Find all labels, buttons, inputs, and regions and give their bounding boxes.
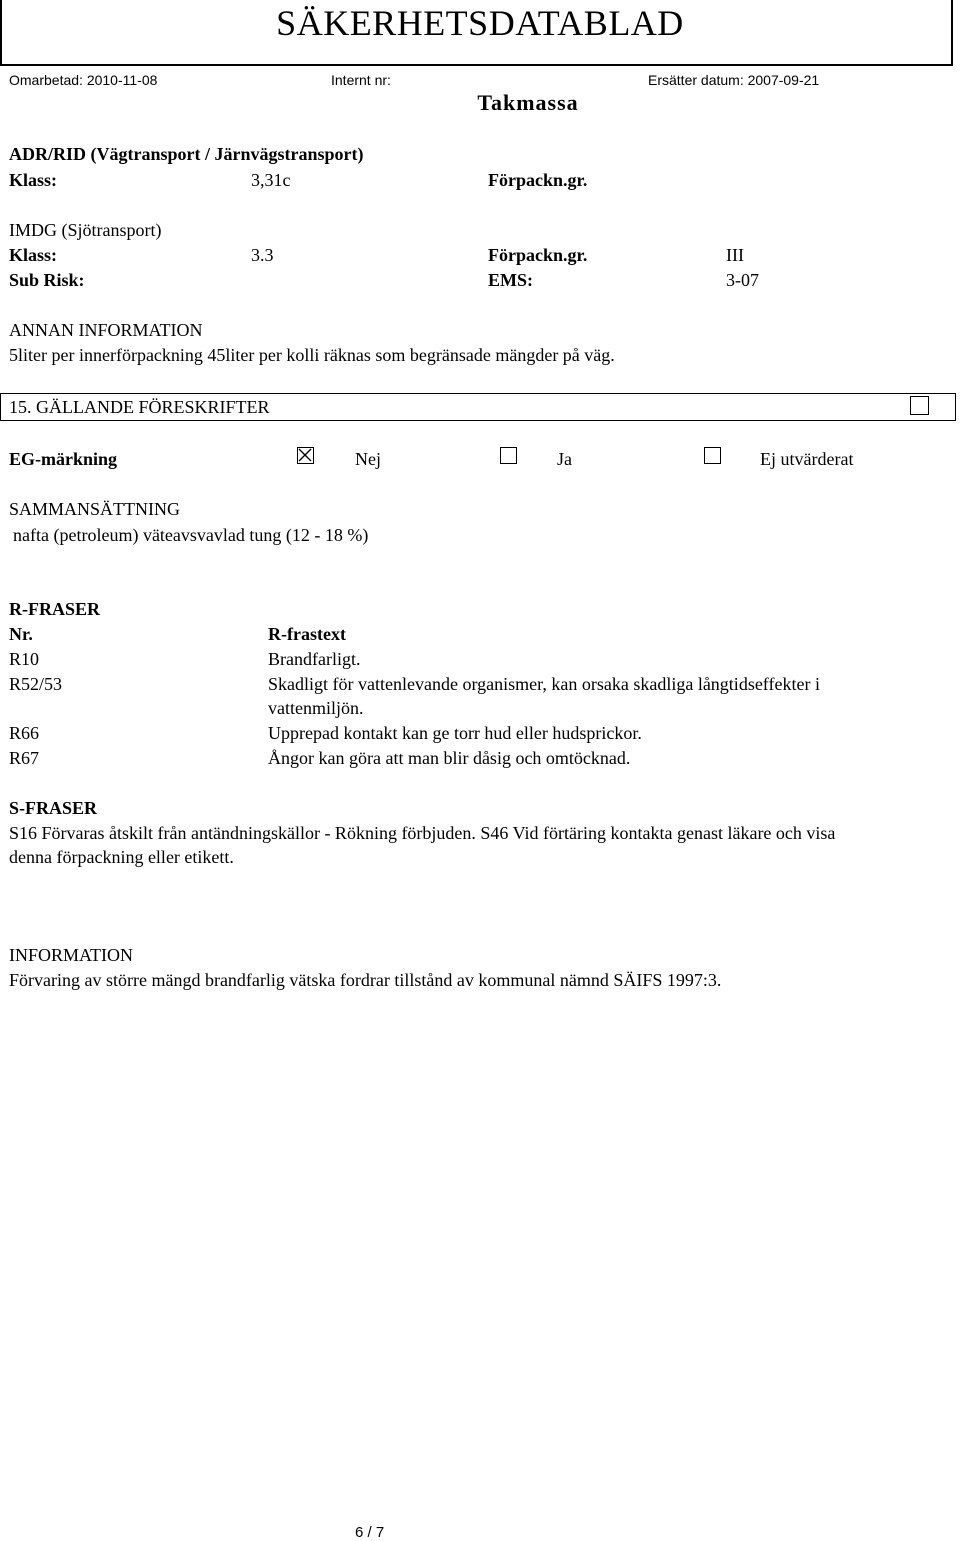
r-row-text: Skadligt för vattenlevande organismer, kan orsaka skadliga långtidseffekter i [268,674,820,694]
adr-class-value: 3,31c [251,170,291,190]
r-row-text: Ångor kan göra att man blir dåsig och omtöcknad. [268,748,631,768]
other-info-heading: ANNAN INFORMATION [9,320,203,340]
adr-heading: ADR/RID (Vägtransport / Järnvägstransport) [9,144,364,164]
product-name: Takmassa [477,90,579,115]
internal-number: Internt nr: [331,72,391,88]
r-row-no: R67 [9,748,40,768]
other-info-text: 5liter per innerförpackning 45liter per kolli räknas som begränsade mängder på väg. [9,345,615,365]
s-phrases-line-1: S16 Förvaras åtskilt från antändningskällor - Rökning förbjuden. S46 Vid förtäring kontakta genast läkare och visa [9,823,836,843]
page-number: 6 / 7 [355,1524,385,1541]
check-x-icon [298,448,312,462]
s-phrases-line-2: denna förpackning eller etikett. [9,847,234,867]
r-row-text: Upprepad kontakt kan ge torr hud eller hudsprickor. [268,723,642,743]
composition-text: nafta (petroleum) väteavsvavlad tung (12 - 18 %) [13,525,369,545]
eg-option-ej-checkbox[interactable] [704,447,721,464]
eg-marking-label: EG-märkning [9,449,118,469]
imdg-pack-value: III [726,245,744,265]
r-row-no: R10 [9,649,40,669]
composition-heading: SAMMANSÄTTNING [9,499,181,519]
eg-option-nej-label: Nej [355,449,381,469]
ems-label: EMS: [488,270,533,290]
ems-value: 3-07 [726,270,759,290]
imdg-class-label: Klass: [9,245,58,265]
replaces-date: Ersätter datum: 2007-09-21 [648,72,820,88]
subrisk-label: Sub Risk: [9,270,85,290]
eg-option-ej-label: Ej utvärderat [760,449,854,469]
r-phrases-heading: R-FRASER [9,599,101,619]
r-col-no: Nr. [9,624,33,644]
revised-date: Omarbetad: 2010-11-08 [9,72,158,88]
document-title: SÄKERHETSDATABLAD [276,3,684,43]
r-row-no: R66 [9,723,40,743]
eg-option-nej-checkbox[interactable] [297,447,314,464]
r-row-no: R52/53 [9,674,63,694]
imdg-heading: IMDG (Sjötransport) [9,220,162,240]
eg-option-ja-label: Ja [557,449,572,469]
imdg-pack-label: Förpackn.gr. [488,245,588,265]
s-phrases-heading: S-FRASER [9,798,98,818]
r-col-text: R-frastext [268,624,346,644]
section-15-heading: 15. GÄLLANDE FÖRESKRIFTER [9,397,270,417]
adr-class-label: Klass: [9,170,58,190]
r-row-text-cont: vattenmiljön. [268,698,364,718]
eg-option-ja-checkbox[interactable] [500,447,517,464]
information-heading: INFORMATION [9,945,134,965]
imdg-class-value: 3.3 [251,245,274,265]
section-15-checkbox[interactable] [910,396,929,415]
adr-pack-label: Förpackn.gr. [488,170,588,190]
r-row-text: Brandfarligt. [268,649,361,669]
information-text: Förvaring av större mängd brandfarlig vätska fordrar tillstånd av kommunal nämnd SÄIFS 1997:3. [9,970,722,990]
